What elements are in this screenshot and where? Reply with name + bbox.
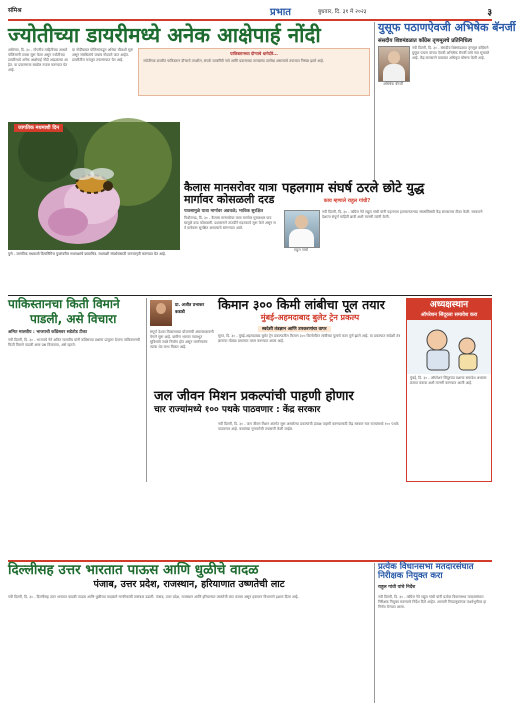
- kadadi-body: संपूर्ण देशात विकासाच्या योजनांची अंमलबजावणी वेगाने सुरू आहे. ग्रामीण भागात पायाभूत सुविधांचे जाळे निर्माण होत असून नागरिकांना त्याचा थेट लाभ मिळत आहे.: [150, 330, 214, 349]
- jyoti-box-text: ज्योतीच्या डायरीत पाकिस्तान दौऱ्याचे तपशील, संपर्क व्यक्तींची नावे आणि प्रवासाच्या तारखांचा उल्लेख असल्याचे तपासात निष्पन्न झाले आहे.: [143, 59, 325, 63]
- jaljeevan-headline: जल जीवन मिशन प्रकल्पांची पाहणी होणार: [154, 389, 354, 404]
- masthead-logo: प्रभात: [270, 7, 292, 18]
- kadadi-byline: प्रा. अजीत प्रभाकर: [175, 302, 205, 307]
- kailas-body: पिथौरागढ, दि. ३० - कैलास मानसरोवर यात्रा मार्गावर मुसळधार पावसामुळे दरड कोसळली. प्रशासनाने तातडीने मदतकार्य सुरू केले असून सर्व यात्रेकरू सुरक्षित असल्याचे सांगण्यात आले.: [184, 216, 276, 230]
- pahalgam-photo-caption: राहुल गांधी: [294, 248, 308, 252]
- pakistan-body: नवी दिल्ली, दि. ३० - भाजपचे नेते अमित मालवीय यांनी काँग्रेसच्या प्रश्नांना प्रत्युत्तर देताना पाकिस्तानची किती विमाने पाडली असा प्रश्न विचारावा, असे म्हटले.: [8, 338, 140, 347]
- pakistan-sub: अमित मालवीय : भाजपची काँग्रेसवर सडेतोड टीका: [8, 330, 87, 336]
- kailas-sub: पावसामुळे यात्रा मार्गावर अडथळे; भाविक सुरक्षित: [184, 209, 263, 215]
- abhishek-photo-caption: अभिषेक बॅनर्जी: [383, 82, 403, 86]
- kadadi-byline-2: कडाडी: [175, 309, 185, 314]
- jyoti-info-box: [138, 48, 370, 96]
- kailas-headline: कैलास मानसरोवर यात्रा: [184, 181, 277, 194]
- cartoon-sub: ऑपरेशन सिंदूरला समावेश करा: [420, 311, 478, 318]
- abhishek-article: [374, 21, 516, 180]
- header-date: बुधवार, दि. ३१ मे २०२३: [318, 9, 367, 15]
- cartoon-block: [406, 298, 492, 482]
- delhi-body: नवी दिल्ली, दि. ३० - दिल्लीसह उत्तर भारतात वादळी पाऊस आणि धुळीच्या वादळाने नागरिकांची तारांबळ उडाली. पंजाब, उत्तर प्रदेश, राजस्थान आणि हरियाणात उष्णतेची लाट कायम असून हवामान विभागाने इशारा दिला आहे.: [8, 595, 299, 599]
- jyoti-body-right: या नोंदींबाबत पोलिसांकडून अधिक चौकशी सुरू असून संबंधितांचे जबाब नोंदवले जात आहेत. डायरीतील मजकूर तपासण्यात येत आहे.: [72, 48, 134, 62]
- section-label: संमिश्र: [8, 7, 22, 14]
- pahalgam-article: [282, 182, 492, 292]
- honeybee-caption: पुणे - जागतिक मधमाशी दिनानिमित्त फुलांवरील मधमाशांचे छायाचित्र. मधमाशी संवर्धनासाठी जनजागृती करण्यात येत आहे.: [8, 252, 166, 256]
- jaljeevan-article: [146, 390, 402, 482]
- railway-headline: किमान ३०० किमी लांबीचा पूल तयार: [218, 297, 385, 312]
- delhi-weather-article: [8, 563, 370, 703]
- kailas-article: [184, 182, 276, 292]
- election-headline-2: निरीक्षक नियुक्त करा: [378, 571, 443, 582]
- cartoon-illustration: [407, 320, 491, 374]
- jyoti-headline: ज्योतीच्या डायरीमध्ये अनेक आक्षेपार्ह नोंदी: [8, 23, 321, 47]
- jyoti-box-title: पाकिस्तानच्या दौऱ्याचे धागेदोरे...: [230, 51, 278, 56]
- page-number: ३: [487, 8, 492, 18]
- railway-box: स्वदेशी तंत्रज्ञान आणि उपकरणांचा वापर: [258, 326, 331, 332]
- pakistan-headline: पाकिस्तानचा किती विमाने: [8, 297, 120, 311]
- election-sub: राहुल गांधी यांचे निर्देश: [378, 584, 416, 590]
- honeybee-photo: [8, 122, 180, 250]
- honeybee-photo-block: [8, 122, 180, 278]
- election-headline: प्रत्येक विधानसभा मतदारसंघात: [378, 562, 474, 572]
- jyoti-diary-article: [8, 22, 370, 118]
- page-header: [8, 6, 492, 18]
- cartoon-title: अध्यक्षस्थान: [429, 300, 469, 310]
- honeybee-tag: जागतिक मधमाशी दिन: [14, 124, 63, 132]
- railway-body: सुरत, दि. ३० - मुंबई-अहमदाबाद बुलेट ट्रेन प्रकल्पातील किमान ३०० किलोमीटर लांबीच्या पुलाचे काम पूर्ण झाले आहे. या प्रकल्पात स्वदेशी तंत्रज्ञानाचा मोठ्या प्रमाणात वापर करण्यात आला आहे.: [218, 334, 401, 343]
- cartoon-title-bar: [407, 299, 491, 320]
- pakistan-headline-2: पाडली, असे विचारा: [30, 312, 117, 327]
- pahalgam-body: नवी दिल्ली, दि. ३० - काँग्रेस नेते राहुल गांधी यांनी पहलगाम हल्ल्यानंतरच्या संघर्षाविषयी केंद्र सरकारवर टीका केली. सरकारने देशाला संपूर्ण माहिती द्यावी अशी मागणी त्यांनी केली.: [322, 210, 483, 219]
- delhi-sub: पंजाब, उत्तर प्रदेश, राजस्थान, हरियाणात उष्णतेची लाट: [93, 578, 285, 590]
- abhishek-photo: [378, 46, 410, 82]
- pahalgam-headline: पहलगाम संघर्ष ठरले छोटे युद्ध: [282, 181, 425, 196]
- pakistan-article: [8, 298, 142, 482]
- abhishek-headline: युसूफ पठाणऐवजी अभिषेक बॅनर्जी: [378, 21, 516, 34]
- jyoti-body-left: आंबेगाव, दि. ३० - गोपनीय माहितीच्या आधारे पोलिसांनी तपास सुरू केला असून ज्योतीच्या डायरीमध्ये अनेक आक्षेपार्ह नोंदी आढळल्या आहेत. या प्रकरणाचा सखोल तपास करण्यात येत आहे.: [8, 48, 68, 72]
- jaljeevan-sub: चार राज्यांमध्ये १०० पथके पाठवणार : केंद्र सरकार: [154, 405, 321, 416]
- kailas-headline-2: मार्गावर कोसळली दरड: [184, 193, 275, 207]
- pahalgam-photo: [284, 210, 320, 248]
- election-article: [374, 563, 492, 703]
- railway-sub: मुंबई-अहमदाबाद बुलेट ट्रेन प्रकल्प: [260, 312, 360, 322]
- railway-article: [218, 298, 402, 386]
- kadadi-photo: [150, 300, 172, 326]
- jaljeevan-body: नवी दिल्ली, दि. ३० - जल जीवन मिशन अंतर्गत सुरू असलेल्या प्रकल्पांची प्रत्यक्ष पाहणी करण्यासाठी केंद्र सरकार चार राज्यांमध्ये १०० पथके पाठवणार आहे. कामांच्या गुणवत्तेची तपासणी केली जाईल.: [218, 422, 399, 431]
- cartoon-body: मुंबई, दि. ३० - ऑपरेशन सिंदूरच्या यशाचा समावेश अभ्यासक्रमात करावा अशी मागणी करण्यात आली आहे.: [410, 375, 487, 385]
- pahalgam-sub: काय म्हणाले राहुल गांधी?: [323, 198, 371, 205]
- abhishek-sub: संसदीय शिष्टमंडळात काँग्रेस तृणमूलचे प्रतिनिधित्व: [378, 38, 472, 45]
- delhi-headline: दिल्लीसह उत्तर भारतात पाऊस आणि धुळीचे वादळ: [8, 562, 259, 578]
- election-body: नवी दिल्ली, दि. ३० - काँग्रेस नेते राहुल गांधी यांनी प्रत्येक विधानसभा मतदारसंघात निरीक्षक नियुक्त करण्याचे निर्देश दिले आहेत. आगामी निवडणुकांच्या पार्श्वभूमीवर हा निर्णय घेण्यात आला.: [378, 595, 487, 609]
- abhishek-body: नवी दिल्ली, दि. ३० - संसदीय शिष्टमंडळात तृणमूल काँग्रेसने युसूफ पठाण यांच्या ऐवजी अभिषेक बॅनर्जी यांचे नाव सुचवले आहे. केंद्र सरकारने याबाबत अधिकृत घोषणा केली आहे.: [412, 46, 490, 60]
